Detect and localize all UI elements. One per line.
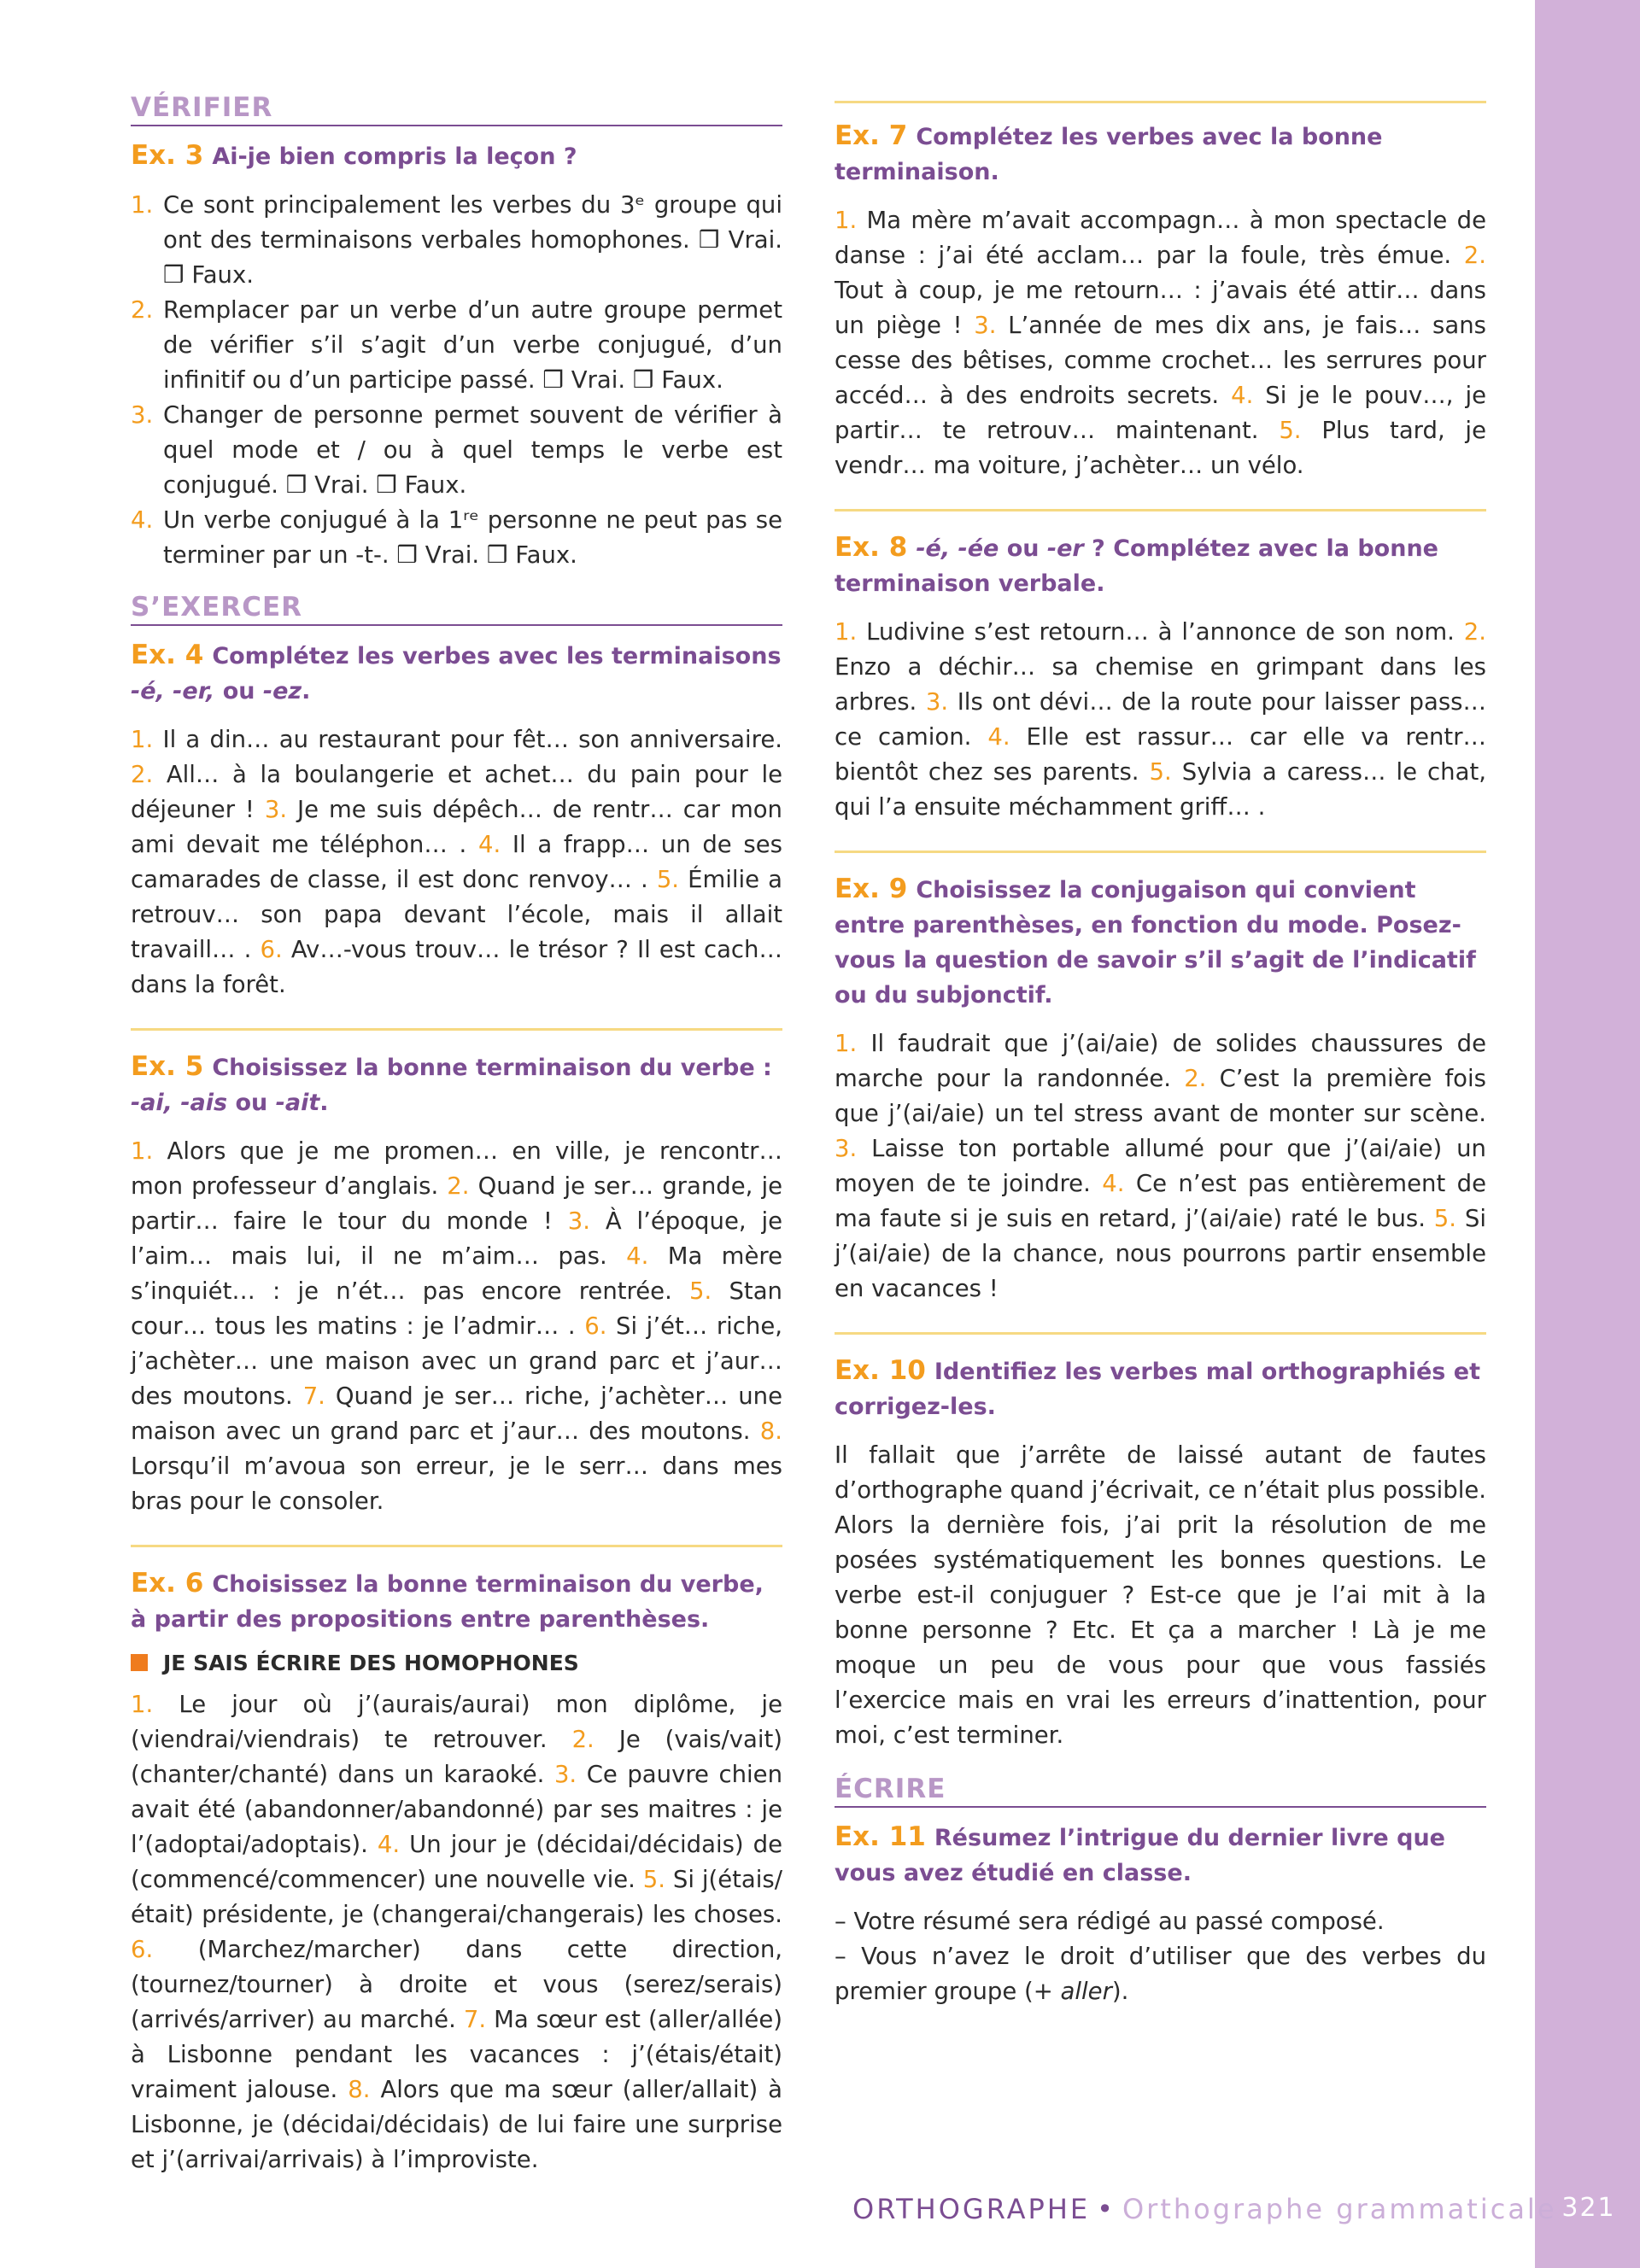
item-text: Il faudrait que j’(ai/aie) de solides chaussures de marche pour la randonnée. bbox=[835, 1030, 1486, 1092]
item-text: Alors que ma sœur (aller/allait) à Lisbonne, je (décidai/décidais) de lui faire une surprise et j’(arrivai/arrivais) à l’improviste. bbox=[131, 2076, 782, 2173]
ex11-title: Résumez l’intrigue du dernier livre que vous avez étudié en classe. bbox=[835, 1825, 1445, 1886]
section-title-ecrire: ÉCRIRE bbox=[835, 1774, 1486, 1808]
ex7-text bbox=[835, 203, 1486, 483]
ex9-heading bbox=[835, 872, 1486, 1013]
item-text: Je (vais/vait) (chanter/chanté) dans un karaoké. bbox=[131, 1726, 783, 1788]
item-number: 4. bbox=[1102, 1170, 1125, 1197]
ex4-title-italic: -é, -er, bbox=[131, 678, 215, 704]
left-column bbox=[131, 92, 782, 2177]
item-text: Changer de personne permet souvent de vérifier à quel mode et / ou à quel temps le verbe est conjugué. ❒ Vrai. ❒ Faux. bbox=[163, 401, 782, 499]
list-item bbox=[131, 398, 782, 503]
ex11-line-2-italic: aller bbox=[1060, 1978, 1112, 2005]
ex8-title: ? Complétez avec la bonne terminaison verbale. bbox=[835, 535, 1438, 597]
ex8-title-italic: -é, -ée bbox=[916, 535, 999, 562]
ex8-title-italic-2: -er bbox=[1046, 535, 1084, 562]
ex7-title: Complétez les verbes avec la bonne terminaison. bbox=[835, 124, 1383, 185]
ex5-title-join: ou bbox=[227, 1090, 276, 1116]
item-number: 1. bbox=[131, 191, 154, 219]
ex3-title: Ai-je bien compris la leçon ? bbox=[212, 143, 577, 170]
item-text: Av…-vous trouv… le trésor ? Il est cach… dans la forêt. bbox=[131, 936, 782, 998]
item-text: All… à la boulangerie et achet… du pain pour le déjeuner ! bbox=[131, 761, 783, 823]
item-number: 8. bbox=[348, 2076, 371, 2103]
item-number: 1. bbox=[131, 726, 154, 753]
ex11-number: Ex. 11 bbox=[835, 1821, 926, 1852]
item-text: Si j(étais/était) présidente, je (changerai/changerais) les choses. bbox=[131, 1866, 782, 1928]
item-text: Il a din… au restaurant pour fêt… son anniversaire. bbox=[162, 726, 782, 753]
item-text: Ma mère m’avait accompagn… à mon spectacle de danse : j’ai été acclam… par la foule, très émue. bbox=[835, 207, 1486, 269]
ex11-line-2-end: ). bbox=[1111, 1978, 1129, 2005]
ex11-line-2-text: – Vous n’avez le droit d’utiliser que des verbes du premier groupe (+ bbox=[835, 1943, 1486, 2005]
ex9-title: Choisissez la conjugaison qui convient entre parenthèses, en fonction du mode. Posez-vous la question de savoir s’il s’agit de l’indicatif ou du subjonctif. bbox=[835, 877, 1476, 1008]
ex3-heading bbox=[131, 138, 782, 174]
item-number: 6. bbox=[584, 1312, 607, 1340]
item-number: 1. bbox=[835, 618, 858, 646]
ex9-number: Ex. 9 bbox=[835, 874, 908, 904]
ex5-title-italic-2: -ait bbox=[275, 1090, 320, 1116]
item-number: 8. bbox=[759, 1418, 782, 1445]
ex6-title: Choisissez la bonne terminaison du verbe, à partir des propositions entre parenthèses. bbox=[131, 1571, 764, 1633]
ex8-block bbox=[835, 509, 1486, 825]
item-number: 5. bbox=[1433, 1205, 1457, 1232]
item-text: Ce sont principalement les verbes du 3ᵉ groupe qui ont des terminaisons verbales homophones. ❒ Vrai. ❒ Faux. bbox=[163, 191, 782, 289]
item-text: Ludivine s’est retourn… à l’annonce de son nom. bbox=[866, 618, 1455, 646]
item-number: 5. bbox=[1149, 758, 1172, 786]
right-column bbox=[835, 101, 1486, 2009]
item-number: 5. bbox=[656, 866, 680, 893]
ex8-number: Ex. 8 bbox=[835, 532, 908, 563]
item-number: 5. bbox=[689, 1277, 712, 1305]
item-text: Le jour où j’(aurais/aurai) mon diplôme, je (viendrai/viendrais) te retrouver. bbox=[131, 1691, 782, 1753]
item-text: Alors que je me promen… en ville, je rencontr… mon professeur d’anglais. bbox=[131, 1137, 782, 1200]
ex5-block bbox=[131, 1028, 782, 1519]
item-text: Émilie a retrouv… son papa devant l’école, mais il allait travaill… . bbox=[131, 866, 782, 963]
ex6-text bbox=[131, 1687, 782, 2177]
item-number: 3. bbox=[925, 688, 949, 716]
item-text: C’est la première fois que j’(ai/aie) un tel stress avant de monter sur scène. bbox=[835, 1065, 1486, 1127]
item-text: Si j’ét… riche, j’achèter… une maison avec un grand parc et j’aur… des moutons. bbox=[131, 1312, 782, 1410]
section-title-verifier: VÉRIFIER bbox=[131, 92, 782, 126]
item-number: 5. bbox=[642, 1866, 665, 1893]
item-number: 3. bbox=[264, 796, 288, 823]
item-text: Ce n’est pas entièrement de ma faute si je suis en retard, j’(ai/aie) raté le bus. bbox=[835, 1170, 1486, 1232]
ex5-title-end: . bbox=[319, 1090, 329, 1116]
ex10-block bbox=[835, 1332, 1486, 1753]
item-text: Remplacer par un verbe d’un autre groupe permet de vérifier s’il s’agit d’un verbe conjugué, d’un infinitif ou d’un participe passé. ❒ Vrai. ❒ Faux. bbox=[163, 296, 782, 394]
ex11-text bbox=[835, 1904, 1486, 2009]
item-number: 3. bbox=[974, 312, 997, 339]
item-text: (Marchez/marcher) dans cette direction, (tournez/tourner) à droite et vous (serez/serais) (arrivés/arriver) au marché. bbox=[131, 1936, 782, 2033]
footer-section: Orthographe grammaticale bbox=[1122, 2193, 1557, 2225]
ex5-title-italic: -ai, -ais bbox=[131, 1090, 228, 1116]
ex11-line-2 bbox=[835, 1939, 1486, 2009]
ex3-number: Ex. 3 bbox=[131, 140, 204, 171]
item-number: 5. bbox=[1279, 417, 1302, 444]
page-side-band bbox=[1535, 0, 1640, 2268]
ex4-title-join: ou bbox=[214, 678, 263, 704]
ex6-subhead bbox=[131, 1651, 782, 1675]
item-number: 4. bbox=[131, 506, 154, 534]
ex7-block bbox=[835, 101, 1486, 483]
item-text: Si je le pouv…, je partir… te retrouv… maintenant. bbox=[835, 382, 1486, 444]
item-number: 7. bbox=[302, 1382, 325, 1410]
ex5-number: Ex. 5 bbox=[131, 1051, 204, 1082]
item-number: 4. bbox=[626, 1242, 649, 1270]
ex4-text bbox=[131, 722, 782, 1002]
item-number: 4. bbox=[1231, 382, 1254, 409]
ex8-heading bbox=[835, 530, 1486, 601]
item-number: 4. bbox=[377, 1831, 401, 1858]
ex10-paragraph: Il fallait que j’arrête de laissé autant de fautes d’orthographe quand j’écrivait, ce n’était plus possible. Alors la dernière fois, j’ai prit la résolution de me posées systématiquement les bonnes questions. Le verbe est-il conjuguer ? Est-ce que je l’ai mit à la bonne personne ? Etc. Et ça a marcher ! Là je me moque un peu de vous pour que vous fassiés l’exercice mais en vrai les erreurs d’inattention, pour moi, c’est terminer. bbox=[835, 1441, 1486, 1749]
ex4-number: Ex. 4 bbox=[131, 640, 204, 670]
item-text: Laisse ton portable allumé pour que j’(ai/aie) un moyen de te joindre. bbox=[835, 1135, 1486, 1197]
item-text: Il a frapp… un de ses camarades de classe, il est donc renvoy… . bbox=[131, 831, 782, 893]
ex4-title-end: . bbox=[302, 678, 311, 704]
item-text: Sylvia a caress… le chat, qui l’a ensuite méchamment griff… . bbox=[835, 758, 1486, 821]
item-number: 1. bbox=[835, 1030, 858, 1057]
item-number: 3. bbox=[131, 401, 154, 429]
item-number: 1. bbox=[131, 1137, 154, 1165]
item-text: Un jour je (décidai/décidais) de (commencé/commencer) une nouvelle vie. bbox=[131, 1831, 783, 1893]
item-number: 4. bbox=[477, 831, 501, 858]
ex11-line-1: – Votre résumé sera rédigé au passé composé. bbox=[835, 1908, 1385, 1935]
item-number: 1. bbox=[131, 1691, 154, 1718]
item-number: 2. bbox=[131, 761, 154, 788]
ex8-text bbox=[835, 615, 1486, 825]
list-item bbox=[131, 293, 782, 398]
ex10-text bbox=[835, 1438, 1486, 1753]
ex5-text bbox=[131, 1134, 782, 1519]
item-number: 6. bbox=[131, 1936, 154, 1963]
list-item bbox=[131, 503, 782, 573]
ex6-number: Ex. 6 bbox=[131, 1568, 204, 1599]
item-text: Quand je ser… grande, je partir… faire le tour du monde ! bbox=[131, 1172, 783, 1235]
orange-square-icon bbox=[131, 1654, 148, 1671]
ex11-heading bbox=[835, 1820, 1486, 1891]
item-number: 3. bbox=[554, 1761, 577, 1788]
item-number: 4. bbox=[987, 723, 1010, 751]
list-item bbox=[131, 188, 782, 293]
section-title-sexercer: S’EXERCER bbox=[131, 592, 782, 626]
item-number: 2. bbox=[1463, 242, 1486, 269]
running-footer bbox=[852, 2193, 1557, 2225]
ex9-text bbox=[835, 1026, 1486, 1306]
item-number: 3. bbox=[567, 1207, 590, 1235]
item-number: 7. bbox=[463, 2006, 487, 2033]
ex6-subhead-text: JE SAIS ÉCRIRE DES HOMOPHONES bbox=[163, 1651, 579, 1675]
item-text: Enzo a déchir… sa chemise en grimpant dans les arbres. bbox=[835, 653, 1486, 716]
item-text: Elle est rassur… car elle va rentr… bientôt chez ses parents. bbox=[835, 723, 1487, 786]
item-text: Quand je ser… riche, j’achèter… une maison avec un grand parc et j’aur… des moutons. bbox=[131, 1382, 782, 1445]
item-number: 2. bbox=[131, 296, 154, 324]
ex3-list bbox=[131, 188, 782, 573]
item-text: À l’époque, je l’aim… mais lui, il ne m’aim… pas. bbox=[131, 1207, 782, 1270]
item-text: Ma mère s’inquiét… : je n’ét… pas encore rentrée. bbox=[131, 1242, 782, 1305]
item-text: L’année de mes dix ans, je fais… sans cesse des bêtises, comme crochet… les serrures pour accéd… à des endroits secrets. bbox=[835, 312, 1486, 409]
ex10-heading bbox=[835, 1353, 1486, 1424]
ex5-title: Choisissez la bonne terminaison du verbe : bbox=[212, 1055, 772, 1081]
ex4-heading bbox=[131, 638, 782, 709]
ex7-number: Ex. 7 bbox=[835, 120, 908, 151]
ex5-heading bbox=[131, 1049, 782, 1120]
item-number: 2. bbox=[571, 1726, 594, 1753]
footer-separator: • bbox=[1097, 2193, 1116, 2225]
ex4-title: Complétez les verbes avec les terminaisons bbox=[212, 643, 782, 669]
ex4-title-italic-2: -ez bbox=[262, 678, 302, 704]
item-number: 2. bbox=[447, 1172, 470, 1200]
item-text: Plus tard, je vendr… ma voiture, j’achèter… un vélo. bbox=[835, 417, 1486, 479]
ex6-heading bbox=[131, 1566, 782, 1637]
footer-chapter: ORTHOGRAPHE bbox=[852, 2193, 1091, 2225]
ex9-block bbox=[835, 850, 1486, 1306]
item-number: 2. bbox=[1463, 618, 1486, 646]
item-text: Un verbe conjugué à la 1ʳᵉ personne ne peut pas se terminer par un -t-. ❒ Vrai. ❒ Faux. bbox=[163, 506, 782, 569]
item-text: Tout à coup, je me retourn… : j’avais été attir… dans un piège ! bbox=[835, 277, 1486, 339]
item-text: Ils ont dévi… de la route pour laisser pass… ce camion. bbox=[835, 688, 1487, 751]
ex10-title: Identifiez les verbes mal orthographiés et corrigez-les. bbox=[835, 1359, 1480, 1420]
item-text: Si j’(ai/aie) de la chance, nous pourrons partir ensemble en vacances ! bbox=[835, 1205, 1486, 1302]
item-text: Ce pauvre chien avait été (abandonner/abandonné) par ses maitres : je l’(adoptai/adoptais). bbox=[131, 1761, 783, 1858]
item-text: Ma sœur est (aller/allée) à Lisbonne pendant les vacances : j’(étais/était) vraiment jalouse. bbox=[131, 2006, 782, 2103]
item-number: 3. bbox=[835, 1135, 858, 1162]
item-number: 2. bbox=[1184, 1065, 1207, 1092]
ex10-number: Ex. 10 bbox=[835, 1355, 926, 1386]
ex8-title-join: ou bbox=[999, 535, 1047, 562]
item-number: 1. bbox=[835, 207, 858, 234]
item-text: Stan cour… tous les matins : je l’admir… . bbox=[131, 1277, 782, 1340]
page-number: 321 bbox=[1561, 2193, 1616, 2223]
item-text: Lorsqu’il m’avoua son erreur, je le serr… dans mes bras pour le consoler. bbox=[131, 1453, 782, 1515]
ex6-block bbox=[131, 1545, 782, 2177]
ex7-heading bbox=[835, 119, 1486, 190]
item-number: 6. bbox=[260, 936, 283, 963]
item-text: Je me suis dépêch… de rentr… car mon ami devait me téléphon… . bbox=[131, 796, 782, 858]
